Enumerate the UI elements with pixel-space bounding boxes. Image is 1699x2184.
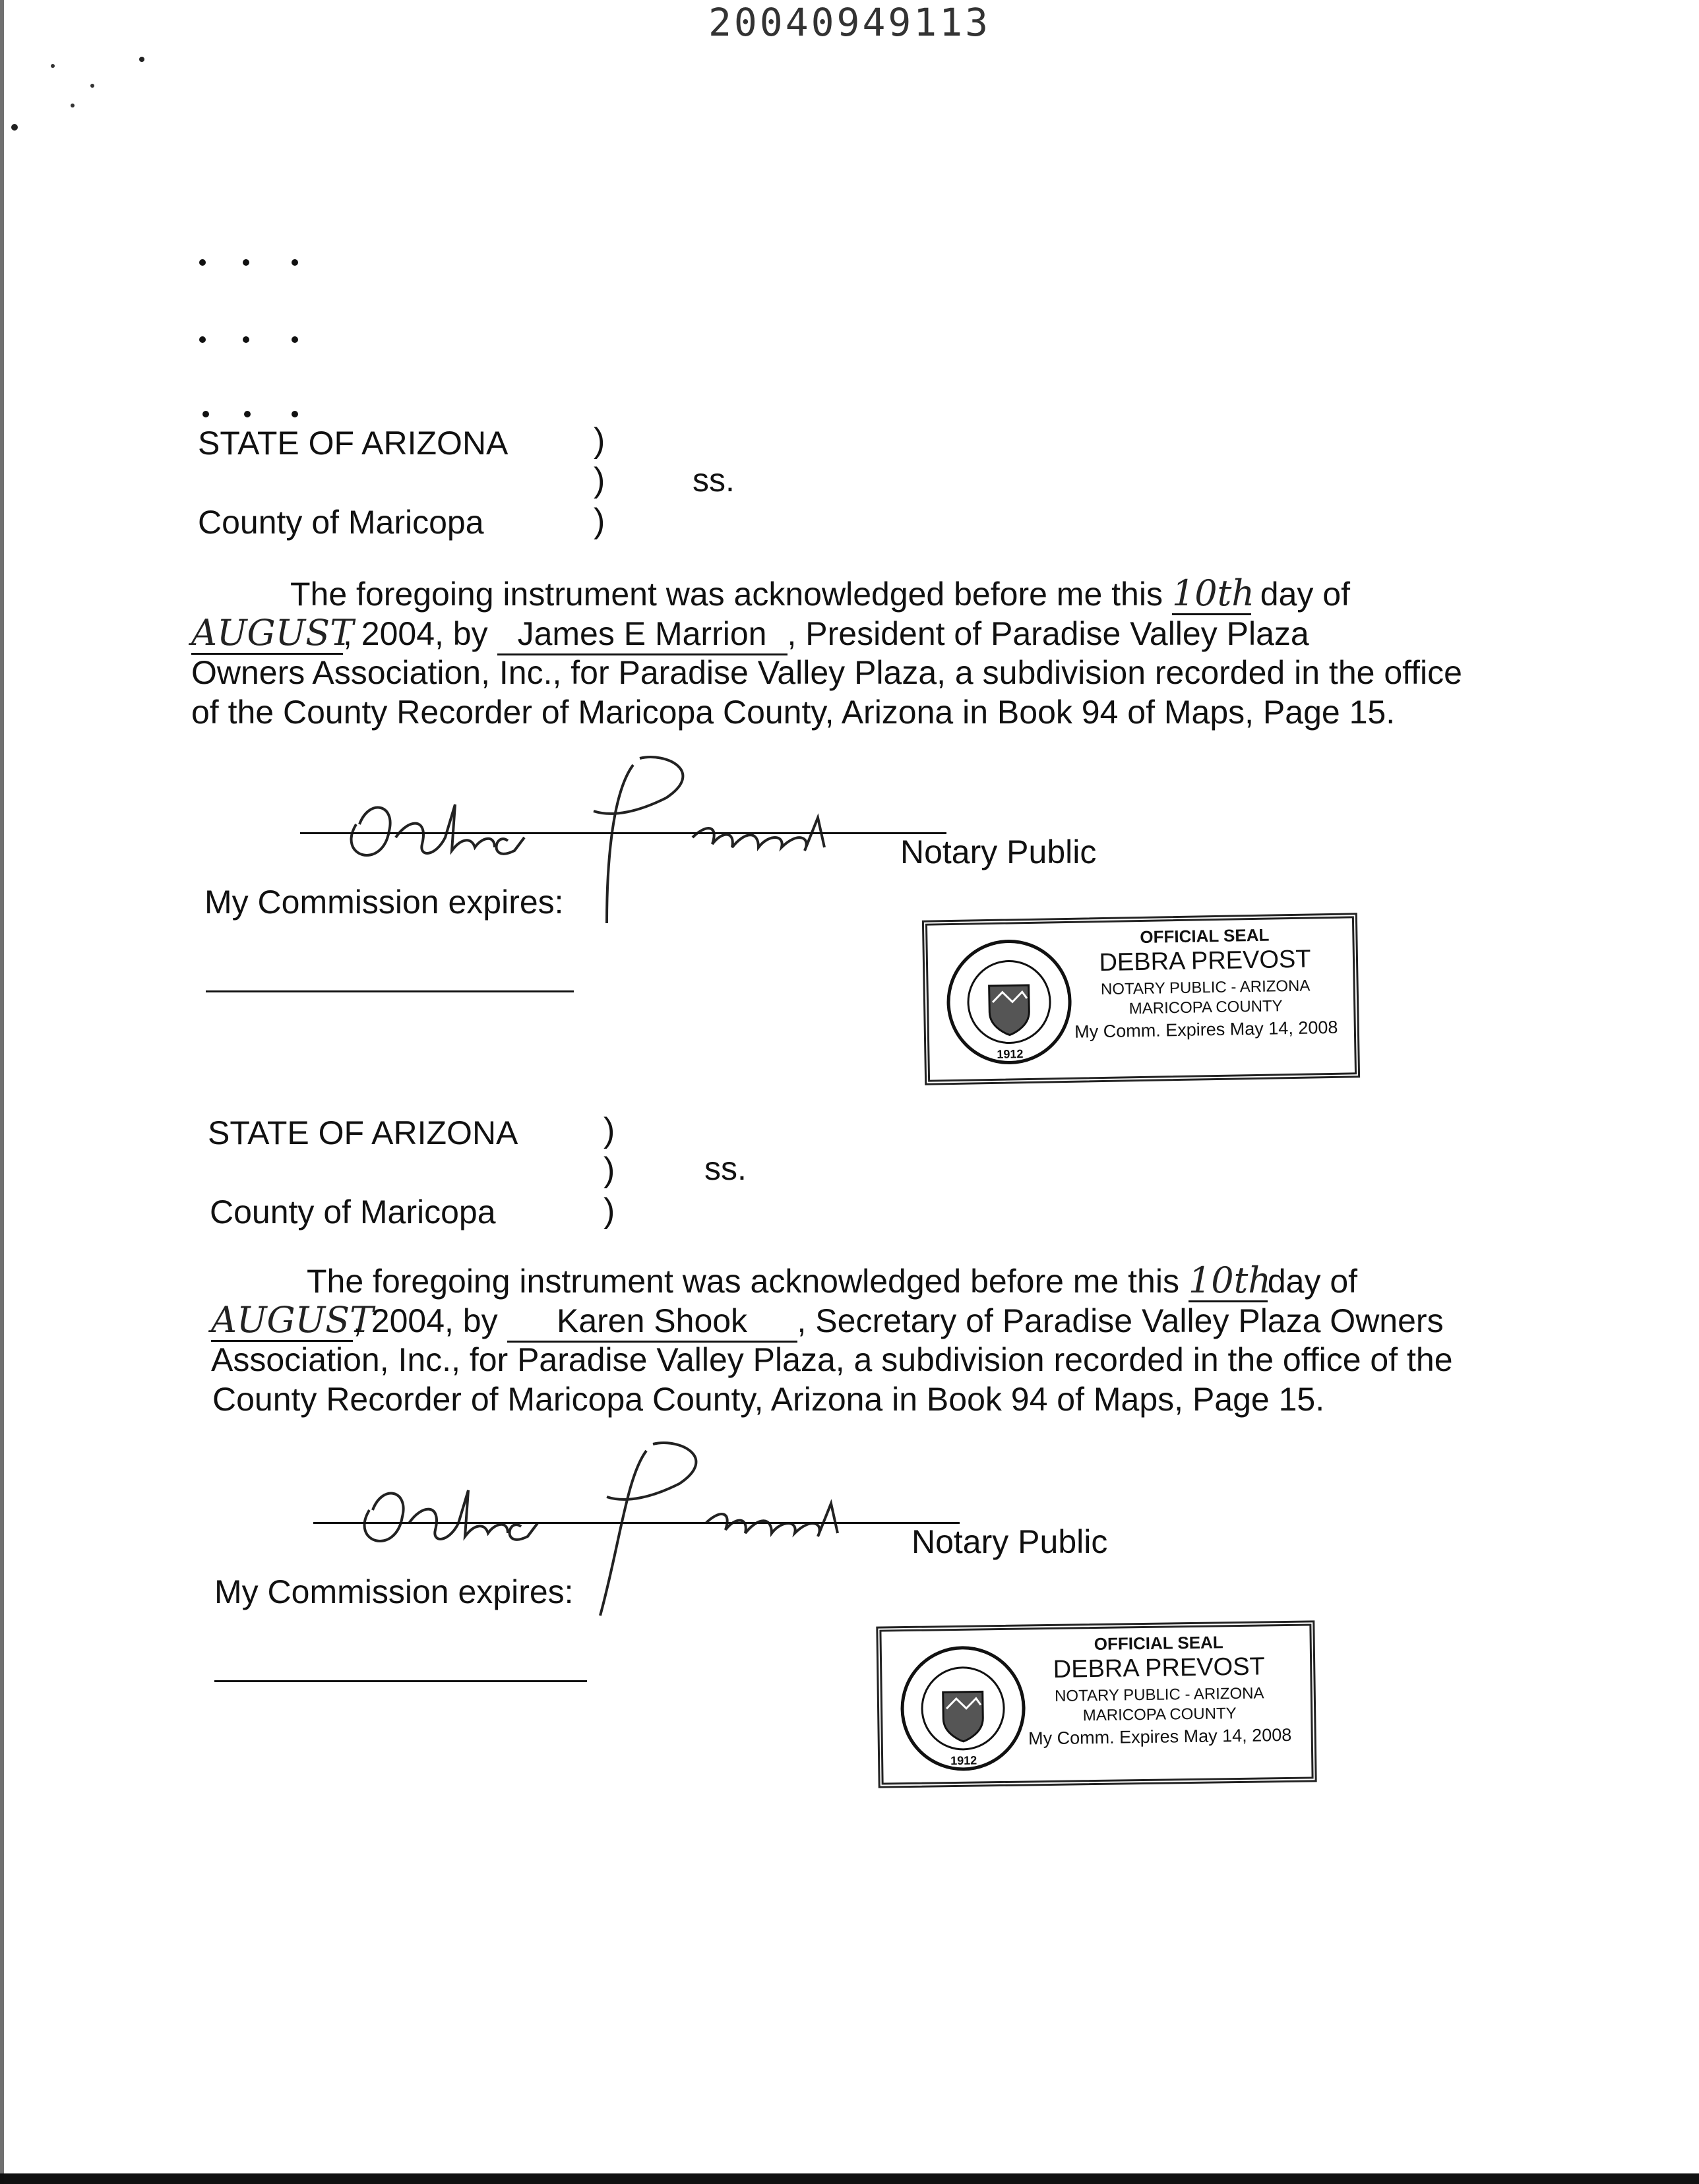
seal-line-1: NOTARY PUBLIC - ARIZONA xyxy=(1054,1684,1264,1705)
seal-title: OFFICIAL SEAL xyxy=(1140,925,1270,948)
ack-line-3: Owners Association, Inc., for Paradise Valley Plaza, a subdivision recorded in the office xyxy=(191,654,1462,691)
county-label: County of Maricopa xyxy=(198,504,484,541)
commission-blank-line xyxy=(206,990,574,992)
paren: ) xyxy=(603,1151,615,1189)
notary-public-label: Notary Public xyxy=(900,834,1097,870)
document-number: 20040949113 xyxy=(708,0,991,45)
official-seal-stamp xyxy=(922,913,1360,1085)
paren: ) xyxy=(594,421,605,460)
scan-edge xyxy=(0,2173,1699,2184)
ack-line-4: of the County Recorder of Maricopa County, Arizona in Book 94 of Maps, Page 15. xyxy=(191,694,1396,731)
day-handwritten: 10th xyxy=(1171,572,1255,614)
ack-line-4: County Recorder of Maricopa County, Arizona in Book 94 of Maps, Page 15. xyxy=(212,1381,1325,1418)
person-name: Karen Shook xyxy=(507,1301,797,1343)
ack-text: , 2004, by xyxy=(343,615,488,652)
ss-label: ss. xyxy=(693,462,735,499)
seal-year: 1912 xyxy=(997,1047,1024,1061)
signature-line xyxy=(313,1522,960,1524)
month-handwritten: AUGUST xyxy=(191,612,354,653)
seal-expires: My Comm. Expires May 14, 2008 xyxy=(1028,1724,1292,1749)
ack-text: The foregoing instrument was acknowledged before me this xyxy=(290,576,1163,613)
ack-line-1 xyxy=(290,574,1350,615)
ss-label: ss. xyxy=(704,1150,747,1187)
seal-year: 1912 xyxy=(950,1753,977,1768)
seal-line-2: MARICOPA COUNTY xyxy=(1082,1705,1237,1725)
official-seal-stamp xyxy=(876,1620,1316,1788)
ack-text: day of xyxy=(1260,576,1350,613)
paren: ) xyxy=(594,461,605,499)
ack-line-3: Association, Inc., for Paradise Valley Plaza, a subdivision recorded in the office of the xyxy=(211,1341,1453,1378)
ack-line-1 xyxy=(307,1261,1357,1302)
ack-text: The foregoing instrument was acknowledged before me this xyxy=(307,1263,1179,1300)
ack-text: , President of Paradise Valley Plaza xyxy=(787,615,1309,652)
state-label: STATE OF ARIZONA xyxy=(198,425,509,462)
commission-blank-line xyxy=(214,1680,587,1682)
ack-text: , 2004, by xyxy=(353,1302,498,1339)
scan-edge xyxy=(0,0,4,2184)
state-seal-icon xyxy=(896,1641,1030,1775)
paren: ) xyxy=(603,1192,615,1230)
state-seal-icon xyxy=(942,935,1076,1069)
commission-expires-label: My Commission expires: xyxy=(214,1573,574,1610)
seal-name: DEBRA PREVOST xyxy=(1053,1653,1266,1684)
seal-title: OFFICIAL SEAL xyxy=(1094,1632,1223,1654)
paren: ) xyxy=(603,1111,615,1149)
signature-line xyxy=(300,832,946,834)
seal-name: DEBRA PREVOST xyxy=(1099,945,1311,977)
seal-line-2: MARICOPA COUNTY xyxy=(1128,997,1283,1018)
person-name: James E Marrion xyxy=(497,614,788,655)
seal-line-1: NOTARY PUBLIC - ARIZONA xyxy=(1100,977,1311,999)
ack-text: day of xyxy=(1267,1263,1358,1300)
ack-line-2 xyxy=(211,1300,1444,1343)
paren: ) xyxy=(594,502,605,540)
scan-artifacts xyxy=(0,40,343,435)
state-label: STATE OF ARIZONA xyxy=(208,1114,518,1151)
ack-text: , Secretary of Paradise Valley Plaza Owners xyxy=(797,1302,1444,1339)
commission-expires-label: My Commission expires: xyxy=(204,884,564,921)
county-label: County of Maricopa xyxy=(210,1194,496,1230)
day-handwritten: 10th xyxy=(1188,1259,1272,1301)
month-handwritten: AUGUST xyxy=(211,1299,374,1341)
seal-expires: My Comm. Expires May 14, 2008 xyxy=(1074,1017,1338,1042)
ack-line-2 xyxy=(191,613,1309,655)
notary-public-label: Notary Public xyxy=(911,1523,1108,1560)
